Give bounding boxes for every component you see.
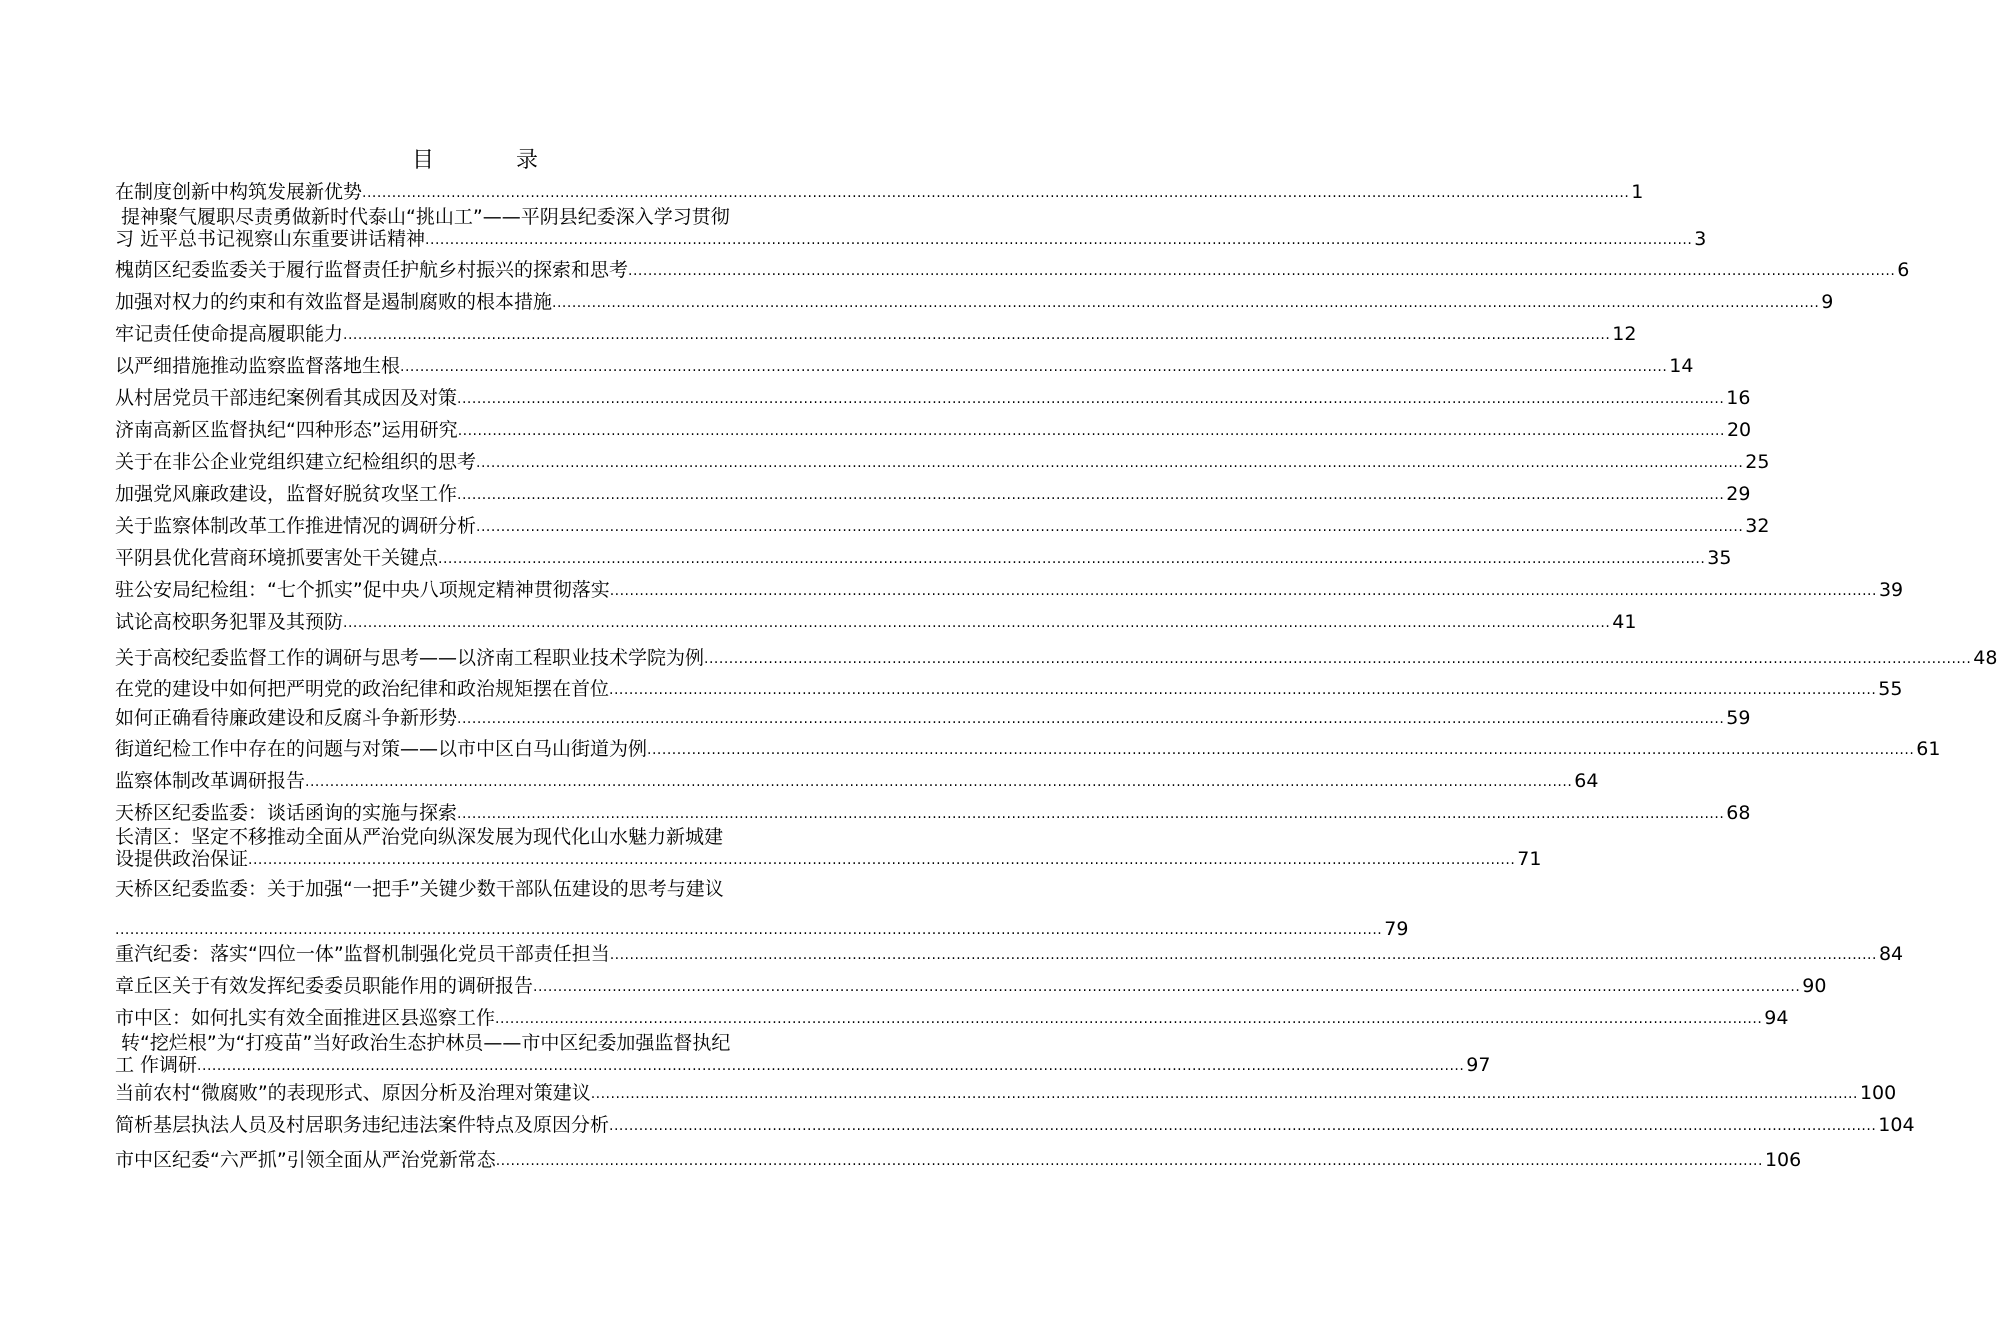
leader-dots <box>457 709 1724 729</box>
toc-entry[interactable] <box>115 546 1732 570</box>
toc-entry-title: 提神聚气履职尽责勇做新时代泰山“挑山工”——平阴县纪委深入学习贯彻 <box>121 206 730 228</box>
toc-entry-title: 简析基层执法人员及村居职务违纪违法案件特点及原因分析 <box>115 1114 610 1136</box>
toc-entry[interactable] <box>115 1081 1897 1105</box>
toc-entry-title: 牢记责任使命提高履职能力 <box>115 323 344 345</box>
toc-entry-page: 84 <box>1878 943 1904 965</box>
toc-entry-title-continued: 习 近平总书记视察山东重要讲话精神 <box>115 228 426 250</box>
toc-entry[interactable] <box>115 180 1644 204</box>
toc-entry-title: 槐荫区纪委监委关于履行监督责任护航乡村振兴的探索和思考 <box>115 259 629 281</box>
toc-entry[interactable] <box>115 942 1904 966</box>
toc-title: 目 录 <box>411 148 568 173</box>
toc-entry-page: 97 <box>1466 1054 1491 1076</box>
toc-entry-title-continued: 设提供政治保证 <box>115 848 249 870</box>
toc-entry-page: 3 <box>1694 228 1707 250</box>
leader-dots <box>457 389 1724 409</box>
leader-dots <box>609 1116 1876 1136</box>
toc-entry[interactable] <box>115 826 1542 870</box>
toc-entry-page: 29 <box>1726 483 1751 505</box>
toc-entry-title: 天桥区纪委监委：谈话函询的实施与探索 <box>115 802 458 824</box>
toc-entry-title: 天桥区纪委监委：关于加强“一把手”关键少数干部队伍建设的思考与建议 <box>115 878 724 900</box>
toc-entry[interactable] <box>115 610 1637 634</box>
toc-entry-page: 6 <box>1897 259 1910 281</box>
toc-entry-page: 71 <box>1517 848 1542 870</box>
toc-entry[interactable] <box>115 1032 1491 1076</box>
toc-entry-title: 从村居党员干部违纪案例看其成因及对策 <box>115 387 458 409</box>
toc-entry-page: 41 <box>1612 611 1637 633</box>
toc-entry[interactable] <box>115 801 1751 825</box>
leader-dots <box>197 1056 1464 1076</box>
leader-dots <box>458 421 1725 441</box>
toc-entry[interactable] <box>115 482 1751 506</box>
leader-dots <box>362 183 1629 203</box>
toc-entry-title: 市中区纪委“六严抓”引领全面从严治党新常态 <box>115 1149 496 1171</box>
toc-entry-title: 平阴县优化营商环境抓要害处干关键点 <box>115 547 439 569</box>
toc-entry-title: 监察体制改革调研报告 <box>115 770 306 792</box>
leader-dots <box>533 977 1800 997</box>
leader-dots <box>476 517 1743 537</box>
toc-entry[interactable] <box>115 677 1903 701</box>
toc-entry-title: 关于高校纪委监督工作的调研与思考——以济南工程职业技术学院为例 <box>115 647 705 669</box>
toc-entry-title: 当前农村“微腐败”的表现形式、原因分析及治理对策建议 <box>115 1082 591 1104</box>
toc-entry-page: 1 <box>1631 181 1644 203</box>
leader-dots <box>704 649 1971 669</box>
leader-dots <box>476 453 1743 473</box>
toc-entry-title: 重汽纪委：落实“四位一体”监督机制强化党员干部责任担当 <box>115 943 610 965</box>
leader-dots <box>425 230 1692 250</box>
leader-dots <box>457 485 1724 505</box>
toc-entry[interactable] <box>115 418 1752 442</box>
toc-entry-page: 79 <box>1384 918 1409 940</box>
toc-entry-title: 市中区：如何扎实有效全面推进区县巡察工作 <box>115 1007 496 1029</box>
leader-dots <box>400 357 1667 377</box>
toc-entry-title: 章丘区关于有效发挥纪委委员职能作用的调研报告 <box>115 975 534 997</box>
toc-entry-title: 以严细措施推动监察监督落地生根 <box>115 355 401 377</box>
toc-entry-title: 长清区：坚定不移推动全面从严治党向纵深发展为现代化山水魅力新城建 <box>115 826 724 848</box>
toc-entry-page: 9 <box>1821 291 1834 313</box>
leader-dots <box>343 613 1610 633</box>
leader-dots <box>248 850 1515 870</box>
toc-entry-title: 试论高校职务犯罪及其预防 <box>115 611 344 633</box>
toc-entry-title: 加强对权力的约束和有效监督是遏制腐败的根本措施 <box>115 291 553 313</box>
leader-dots <box>552 293 1819 313</box>
leader-dots <box>609 680 1876 700</box>
toc-entry-title: 转“挖烂根”为“打疫苗”当好政治生态护林员——市中区纪委加强监督执纪 <box>121 1032 731 1054</box>
toc-entry[interactable] <box>115 974 1827 998</box>
toc-entry-page: 12 <box>1612 323 1637 345</box>
toc-entry[interactable] <box>115 578 1904 602</box>
toc-entry-page: 68 <box>1726 802 1751 824</box>
toc-entry[interactable] <box>115 737 1941 761</box>
toc-entry-title: 加强党风廉政建设，监督好脱贫攻坚工作 <box>115 483 458 505</box>
toc-entry-page: 90 <box>1802 975 1827 997</box>
toc-entry[interactable] <box>115 322 1637 346</box>
toc-entry-page: 64 <box>1574 770 1599 792</box>
toc-entry-title: 驻公安局纪检组：“七个抓实”促中央八项规定精神贯彻落实 <box>115 579 610 601</box>
toc-entry-title: 如何正确看待廉政建设和反腐斗争新形势 <box>115 707 458 729</box>
toc-entry-page: 104 <box>1878 1114 1915 1136</box>
leader-dots <box>591 1084 1858 1104</box>
leader-dots <box>115 920 1382 940</box>
toc-entry-title: 在党的建设中如何把严明党的政治纪律和政治规矩摆在首位 <box>115 678 610 700</box>
toc-entry[interactable] <box>115 514 1770 538</box>
toc-entry-title-continued: 工 作调研 <box>115 1054 198 1076</box>
toc-entry[interactable] <box>115 386 1751 410</box>
toc-entry-title: 街道纪检工作中存在的问题与对策——以市中区白马山街道为例 <box>115 738 648 760</box>
toc-entry-page: 14 <box>1669 355 1694 377</box>
leader-dots <box>628 261 1895 281</box>
leader-dots <box>496 1151 1763 1171</box>
toc-entry-page: 35 <box>1707 547 1732 569</box>
leader-dots <box>343 325 1610 345</box>
toc-entry[interactable] <box>115 290 1834 314</box>
leader-dots <box>457 804 1724 824</box>
toc-entry-page: 55 <box>1878 678 1903 700</box>
leader-dots <box>495 1009 1762 1029</box>
toc-entry-page: 106 <box>1764 1149 1802 1171</box>
toc-entry-page: 59 <box>1726 707 1751 729</box>
leader-dots <box>610 581 1877 601</box>
toc-entry-title: 关于监察体制改革工作推进情况的调研分析 <box>115 515 477 537</box>
toc-entry[interactable] <box>115 354 1694 378</box>
leader-dots <box>610 945 1877 965</box>
toc-entry[interactable] <box>115 258 1910 282</box>
toc-entry-page: 100 <box>1859 1082 1897 1104</box>
leader-dots <box>647 740 1914 760</box>
toc-entry[interactable] <box>115 769 1599 793</box>
toc-entry-page: 48 <box>1973 647 1997 669</box>
toc-entry-page: 25 <box>1745 451 1770 473</box>
toc-entry[interactable] <box>115 450 1770 474</box>
toc-entry[interactable] <box>115 646 1997 670</box>
toc-entry-title: 在制度创新中构筑发展新优势 <box>115 181 363 203</box>
toc-entry-title: 济南高新区监督执纪“四种形态”运用研究 <box>115 419 458 441</box>
toc-entry-page: 94 <box>1764 1007 1789 1029</box>
toc-entry-page: 32 <box>1745 515 1770 537</box>
toc-entry[interactable] <box>115 206 1707 250</box>
toc-entry[interactable] <box>115 1113 1915 1137</box>
toc-entry-page: 16 <box>1726 387 1751 409</box>
leader-dots <box>305 772 1572 792</box>
toc-entry[interactable] <box>115 706 1751 730</box>
toc-entry[interactable] <box>115 878 1409 940</box>
toc-entry[interactable] <box>115 1006 1789 1030</box>
toc-entry-page: 20 <box>1726 419 1752 441</box>
toc-entry-title: 关于在非公企业党组织建立纪检组织的思考 <box>115 451 477 473</box>
toc-entry-page: 61 <box>1916 738 1941 760</box>
toc-entry-page: 39 <box>1878 579 1904 601</box>
leader-dots <box>438 549 1705 569</box>
toc-entry[interactable] <box>115 1148 1802 1172</box>
